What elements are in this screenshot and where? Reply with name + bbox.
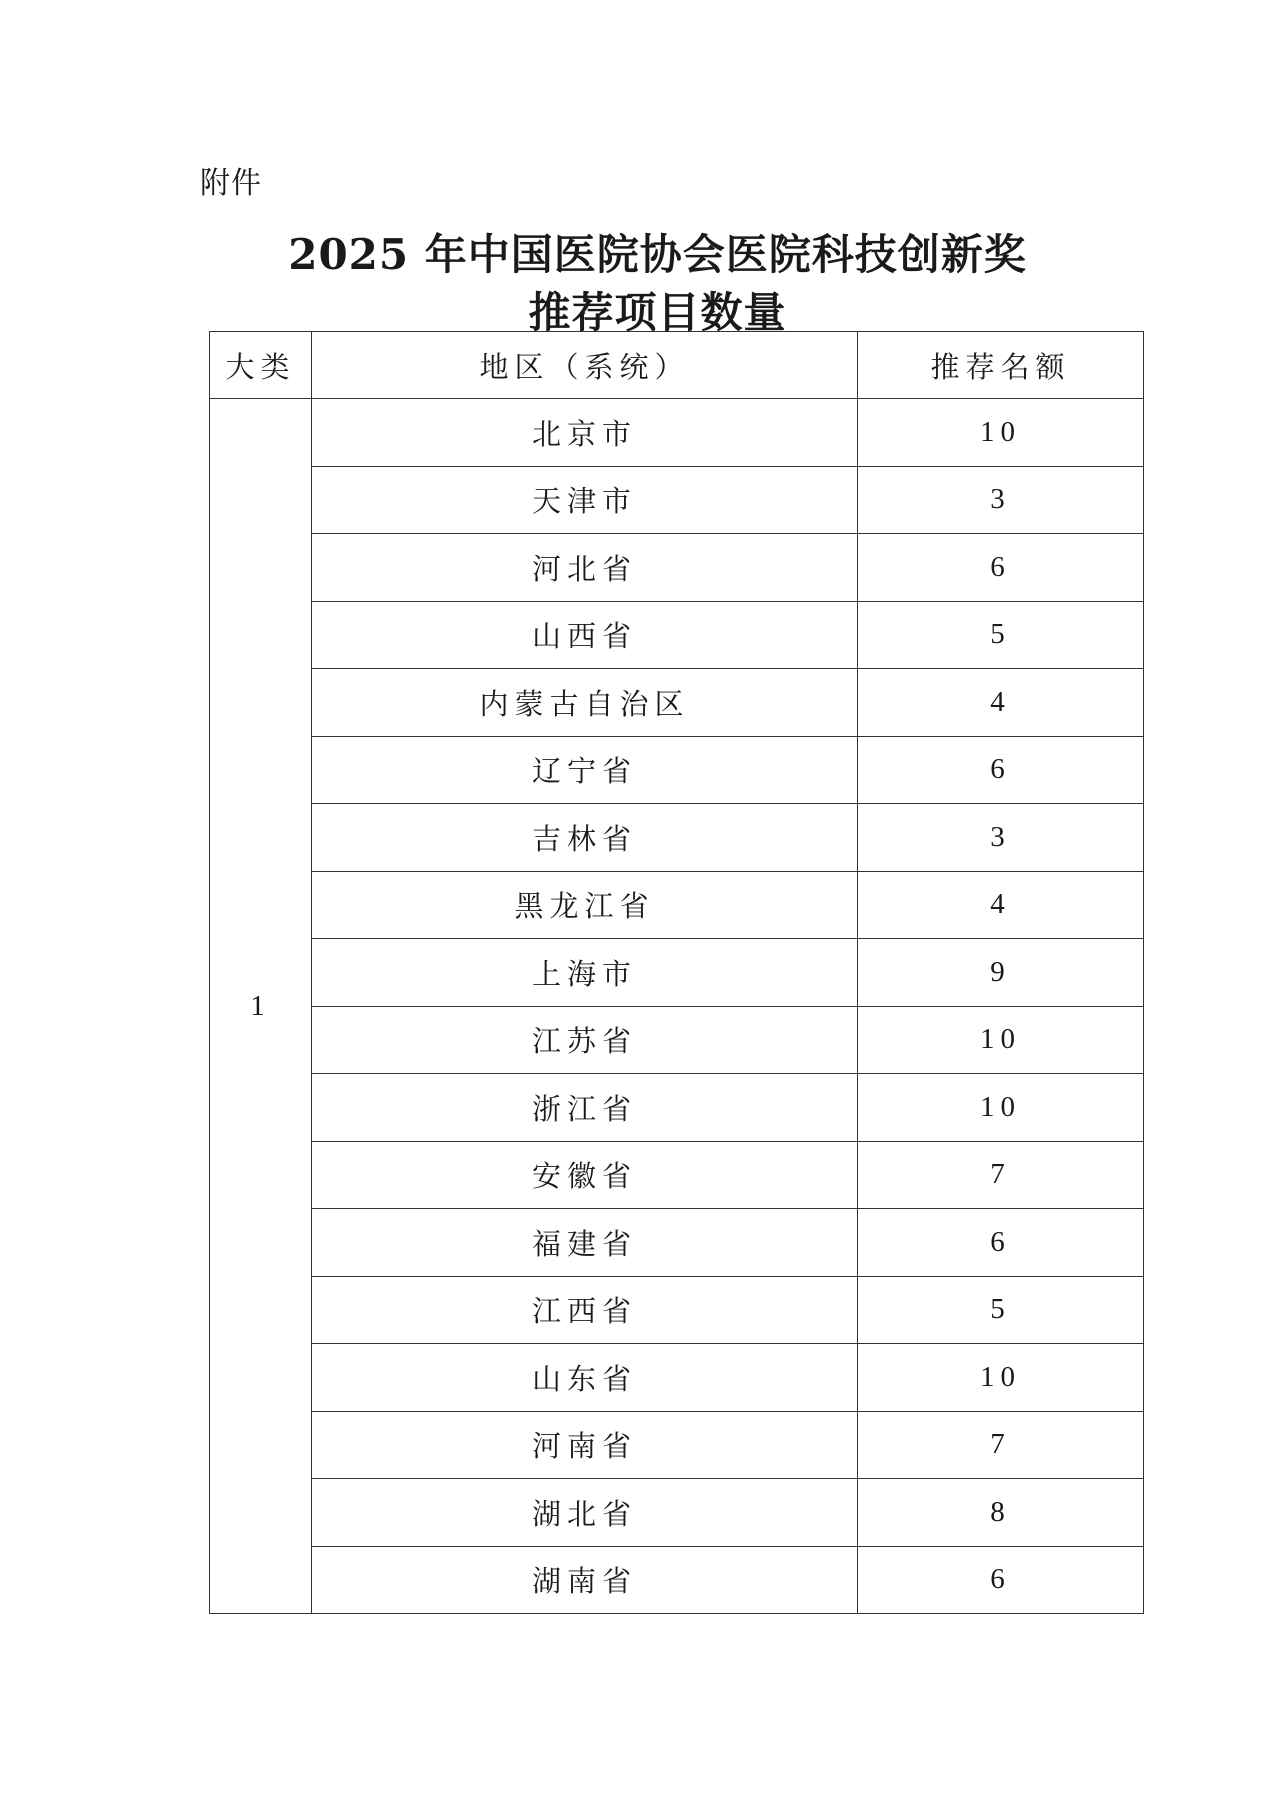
table-row bbox=[210, 939, 1144, 1007]
table-row bbox=[210, 1074, 1144, 1142]
region-cell: 内蒙古自治区 bbox=[312, 669, 858, 737]
region-cell: 福建省 bbox=[312, 1209, 858, 1277]
quota-cell: 3 bbox=[858, 466, 1144, 534]
region-cell: 湖北省 bbox=[312, 1479, 858, 1547]
region-cell: 北京市 bbox=[312, 399, 858, 467]
region-cell: 天津市 bbox=[312, 466, 858, 534]
quota-cell: 6 bbox=[858, 534, 1144, 602]
region-cell: 河南省 bbox=[312, 1411, 858, 1479]
quota-cell: 6 bbox=[858, 1209, 1144, 1277]
quota-cell: 4 bbox=[858, 871, 1144, 939]
quota-cell: 3 bbox=[858, 804, 1144, 872]
region-cell: 浙江省 bbox=[312, 1074, 858, 1142]
region-cell: 山西省 bbox=[312, 601, 858, 669]
region-cell: 江西省 bbox=[312, 1276, 858, 1344]
region-cell: 吉林省 bbox=[312, 804, 858, 872]
table-row bbox=[210, 601, 1144, 669]
table-row bbox=[210, 399, 1144, 467]
table-row bbox=[210, 1006, 1144, 1074]
table-row bbox=[210, 466, 1144, 534]
table-row bbox=[210, 1276, 1144, 1344]
table-body bbox=[210, 399, 1144, 1614]
region-cell: 黑龙江省 bbox=[312, 871, 858, 939]
quota-cell: 6 bbox=[858, 736, 1144, 804]
table-row bbox=[210, 669, 1144, 737]
header-region: 地区（系统） bbox=[312, 332, 858, 399]
table-row bbox=[210, 1479, 1144, 1547]
quota-cell: 8 bbox=[858, 1479, 1144, 1547]
category-cell: 1 bbox=[210, 399, 312, 1614]
quota-cell: 10 bbox=[858, 1074, 1144, 1142]
region-cell: 上海市 bbox=[312, 939, 858, 1007]
table-row bbox=[210, 534, 1144, 602]
attachment-label: 附件 bbox=[200, 166, 262, 201]
quota-cell: 7 bbox=[858, 1141, 1144, 1209]
table-row bbox=[210, 1344, 1144, 1412]
table-header-row bbox=[210, 332, 1144, 399]
document-title-line-2: 推荐项目数量 bbox=[528, 288, 787, 337]
quota-cell: 5 bbox=[858, 1276, 1144, 1344]
table-row bbox=[210, 1141, 1144, 1209]
quota-cell: 4 bbox=[858, 669, 1144, 737]
table-row bbox=[210, 871, 1144, 939]
region-cell: 河北省 bbox=[312, 534, 858, 602]
quota-cell: 10 bbox=[858, 399, 1144, 467]
table-row bbox=[210, 804, 1144, 872]
region-cell: 山东省 bbox=[312, 1344, 858, 1412]
quota-table bbox=[209, 331, 1144, 1614]
table-row bbox=[210, 736, 1144, 804]
region-cell: 江苏省 bbox=[312, 1006, 858, 1074]
document-title-line-1: 2025 年中国医院协会医院科技创新奖 bbox=[288, 230, 1027, 279]
table-row bbox=[210, 1209, 1144, 1277]
header-quota: 推荐名额 bbox=[858, 332, 1144, 399]
region-cell: 辽宁省 bbox=[312, 736, 858, 804]
table-row bbox=[210, 1546, 1144, 1614]
table-row bbox=[210, 1411, 1144, 1479]
quota-cell: 10 bbox=[858, 1006, 1144, 1074]
quota-cell: 10 bbox=[858, 1344, 1144, 1412]
header-category: 大类 bbox=[210, 332, 312, 399]
region-cell: 安徽省 bbox=[312, 1141, 858, 1209]
quota-cell: 9 bbox=[858, 939, 1144, 1007]
quota-cell: 5 bbox=[858, 601, 1144, 669]
region-cell: 湖南省 bbox=[312, 1546, 858, 1614]
quota-cell: 7 bbox=[858, 1411, 1144, 1479]
quota-cell: 6 bbox=[858, 1546, 1144, 1614]
